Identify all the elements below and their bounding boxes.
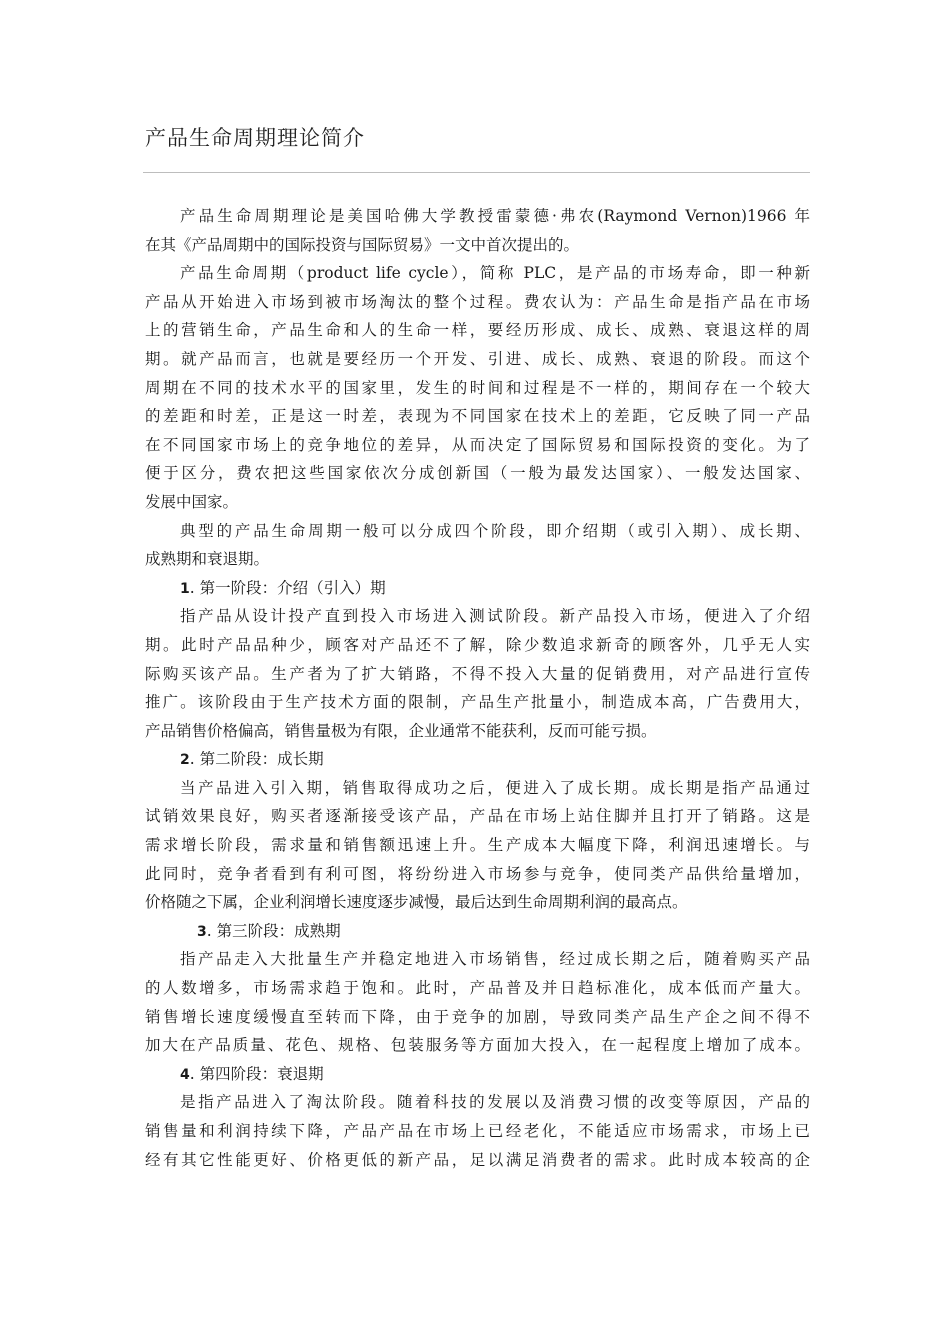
section-heading-text: . 第三阶段：成熟期 xyxy=(206,921,341,940)
paragraph-line: 推广。该阶段由于生产技术方面的限制，产品生产批量小，制造成本高，广告费用大， xyxy=(145,693,810,712)
paragraph-line: 典型的产品生命周期一般可以分成四个阶段，即介绍期（或引入期）、成长期、 xyxy=(180,521,810,540)
paragraph-line: 的人数增多，市场需求趋于饱和。此时，产品普及并日趋标准化，成本低而产量大。 xyxy=(145,979,810,998)
section-number: 2 xyxy=(180,752,190,769)
section-heading-text: . 第一阶段：介绍（引入）期 xyxy=(189,578,386,597)
document-body xyxy=(145,202,810,1174)
paragraph-line: 周期在不同的技术水平的国家里，发生的时间和过程是不一样的，期间存在一个较大 xyxy=(145,378,810,397)
paragraph-line: 销售增长速度缓慢直至转而下降，由于竞争的加剧，导致同类产品生产企之间不得不 xyxy=(145,1007,810,1026)
paragraph-line: 在其《产品周期中的国际投资与国际贸易》一文中首次提出的。 xyxy=(145,235,580,254)
section-number: 1 xyxy=(180,580,190,597)
paragraph-line: 价格随之下属，企业利润增长速度逐步减慢，最后达到生命周期利润的最高点。 xyxy=(145,893,688,912)
paragraph-line: 产品从开始进入市场到被市场淘汰的整个过程。费农认为：产品生命是指产品在市场 xyxy=(145,292,810,311)
paragraph-line: 当产品进入引入期，销售取得成功之后，便进入了成长期。成长期是指产品通过 xyxy=(180,778,810,797)
section-heading-text: . 第二阶段：成长期 xyxy=(189,750,324,769)
section-number: 3 xyxy=(197,923,207,940)
paragraph-line: 成熟期和衰退期。 xyxy=(145,550,270,569)
paragraph-line: 产品生命周期理论是美国哈佛大学教授雷蒙德·弗农(Raymond Vernon)1966 年 xyxy=(180,207,810,225)
section-heading-text: . 第四阶段：衰退期 xyxy=(189,1064,324,1083)
section-heading-4 xyxy=(145,1060,810,1089)
paragraph-line: 需求增长阶段，需求量和销售额迅速上升。生产成本大幅度下降，利润迅速增长。与 xyxy=(145,836,810,855)
paragraph-line: 经有其它性能更好、价格更低的新产品，足以满足消费者的需求。此时成本较高的企 xyxy=(145,1150,810,1169)
paragraph-line: 发展中国家。 xyxy=(145,492,239,511)
section-heading-1 xyxy=(145,574,810,603)
paragraph-line: 的差距和时差，正是这一时差，表现为不同国家在技术上的差距，它反映了同一产品 xyxy=(145,407,810,426)
paragraph-line: 期。就产品而言，也就是要经历一个开发、引进、成长、成熟、衰退的阶段。而这个 xyxy=(145,349,810,368)
paragraph-line: 期。此时产品品种少，顾客对产品还不了解，除少数追求新奇的顾客外，几乎无人实 xyxy=(145,635,810,654)
paragraph-line: 产品生命周期（product life cycle），简称 PLC，是产品的市场寿命，即一种新 xyxy=(180,264,810,283)
paragraph-line: 产品销售价格偏高，销售量极为有限，企业通常不能获利，反而可能亏损。 xyxy=(145,721,657,740)
section-number: 4 xyxy=(180,1066,190,1083)
paragraph-line: 试销效果良好，购买者逐渐接受该产品，产品在市场上站住脚并且打开了销路。这是 xyxy=(145,807,810,826)
paragraph-line: 加大在产品质量、花色、规格、包装服务等方面加大投入，在一起程度上增加了成本。 xyxy=(145,1036,810,1055)
paragraph-line: 上的营销生命，产品生命和人的生命一样，要经历形成、成长、成熟、衰退这样的周 xyxy=(145,321,810,340)
title-divider xyxy=(143,172,810,173)
section-heading-3 xyxy=(145,917,810,946)
document-title: 产品生命周期理论简介 xyxy=(145,126,365,150)
paragraph-line: 指产品从设计投产直到投入市场进入测试阶段。新产品投入市场，便进入了介绍 xyxy=(180,607,810,626)
paragraph-line: 便于区分，费农把这些国家依次分成创新国（一般为最发达国家）、一般发达国家、 xyxy=(145,464,810,483)
paragraph-line: 此同时，竞争者看到有利可图，将纷纷进入市场参与竞争，使同类产品供给量增加， xyxy=(145,864,810,883)
paragraph-line: 指产品走入大批量生产并稳定地进入市场销售，经过成长期之后，随着购买产品 xyxy=(180,950,810,969)
paragraph-line: 是指产品进入了淘汰阶段。随着科技的发展以及消费习惯的改变等原因，产品的 xyxy=(180,1093,810,1112)
paragraph-line: 在不同国家市场上的竞争地位的差异，从而决定了国际贸易和国际投资的变化。为了 xyxy=(145,435,810,454)
paragraph-line: 销售量和利润持续下降，产品产品在市场上已经老化，不能适应市场需求，市场上已 xyxy=(145,1122,810,1140)
section-heading-2 xyxy=(145,745,810,774)
paragraph-line: 际购买该产品。生产者为了扩大销路，不得不投入大量的促销费用，对产品进行宣传 xyxy=(145,664,810,683)
